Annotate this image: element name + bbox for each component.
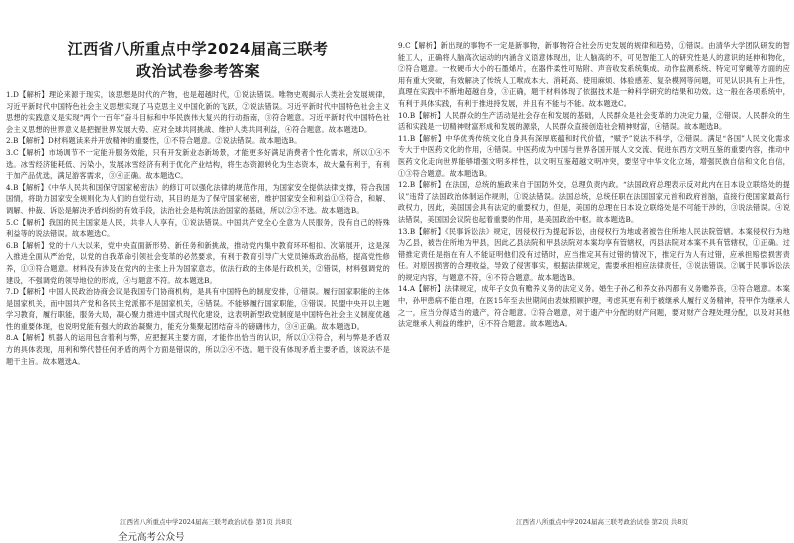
answer-paragraph: 3.C【解析】市场调节不一定能升服务效能，只有开发新业态新场景，才能更多好满足消费者个性化需求，所以①④不选。冰雪经济能耗低、污染小，发展冰雪经济有利于优化产业结构，将生态资源转化为生态资本，故大量有利于，有利于加产品优选，满足游客需求，③④正确。故本题选C。: [6, 147, 390, 181]
answer-paragraph: 14.A【解析】法律规定，成年子女负有赡养义务的法定义务。婚生子孙乙和养女孙丙都有义务赡养丧，③符合题意。本案中，孙甲患病不能自理，在医15年至去世期间由表妹照顾护理，考虑其更有利于被继承人履行义务精神，符甲作为继承人之一，应当分得适当的遗产，符合题意。②符合题意，对于遗产中分配的财产问题，要对财产合理处理分配，以及对其他法定继承人利益的维护，④不符合题意。故本题选A。: [398, 284, 790, 329]
page-footer-left: 江西省八所重点中学2024届高三联考政治试卷 第1页 共8页: [120, 518, 292, 526]
answer-paragraph: 6.B【解析】党的十八大以来，党中央直面新形势、新任务和新挑战，推动党内集中教育环环相扣、次第展开，这是深入推进全面从严治党，以党的自我革命引领社会变革的必然要求，有利于教育引导广大党员锤炼政治品格，提高党性修养，①③符合题意。材料没有涉及在党内的主张上升为国家意志，依法行政的主体是行政机关，②错误，材料强调党的建设，不强调党的领导地位的形成，④与题意不符。故本题选B。: [6, 240, 390, 285]
right-column: [398, 0, 790, 543]
answer-paragraph: 13.B【解析】《民事诉讼法》规定，因侵权行为提起诉讼，由侵权行为地或者被告住所地人民法院管辖。本案侵权行为地为乙县，被告住所地为甲县，因此乙县法院和甲县法院对本案均享有管辖权，丙县法院对本案不具有管辖权，①正确。过错推定责任是指在有人不能证明他们没有过错时，应当推定其有过错的情况下，推定行为人有过错，应承担赔偿损害责任。对原因损害的合理收益，导致了侵害事实，根据法律规定，需要承担相应法律责任，③说法错误。②属于民事诉讼法的规定内容，与题意不符，④不符合题意。故本题选B。: [398, 226, 790, 282]
answer-paragraph: 12.B【解析】在法国，总统的施政来自于国防外交，总理负责内政。“法国政府总理表示反对此内在日本设立联络处的提议”违背了法国政治体制运作规则，①说法错误。法国总统，总统任职在法国国家元首和政府首脑，直接行使国家最高行政权力，因此，美国国会具有法定的重要权力，但是，美国的总理在日本设立联络处是不可能干涉的，③说法错误。④说法错误，美国国会议院也起着重要的作用，是美国政治中枢。故本题选B。: [398, 180, 790, 224]
page-footer-right: 江西省八所重点中学2024届高三联考政治试卷 第2页 共8页: [516, 518, 688, 526]
document-title: 江西省八所重点中学2024届高三联考: [67, 40, 329, 58]
answer-paragraph: 2.B【解析】D材料题读来并开放精神的重要性，①不符合题意。②说法错误。故本题选B。: [6, 136, 302, 146]
right-answers: [398, 40, 790, 330]
left-column: [6, 0, 390, 543]
watermark-text: 全元高考公众号: [118, 532, 185, 543]
answer-paragraph: 8.A【解析】机器人的运用包含着利与弊，应把握其主要方面，才能作出恰当的认识，所以①③符合，利与弊是矛盾双方的具体表现，用利和弊代替任何矛盾的两个方面是错误的，所以②④不选。题干没有体现矛盾主要矛盾，该说法不是题干主旨。故本题选A。: [6, 333, 390, 366]
answer-paragraph: 4.B【解析】《中华人民共和国保守国家秘密法》的修订可以强化法律的规范作用，为国家安全提供法律支撑，符合我国国情，将助力国家安全规则化为人们的自觉行动，其目的是为了保守国家秘密，维护国家安全和利益①③符合，和解、调解、仲裁、诉讼是解决矛盾纠纷的有效手段，法治社会是构筑法治国家的基础，所以②③不选。故本题选B。: [6, 182, 390, 215]
answer-paragraph: 1.D【解析】理论来源于现实，该思想是时代的产物，也是超越时代，①说法错误。唯物史观揭示人类社会发展规律，习近平新时代中国特色社会主义思想实现了马克思主义中国化新的飞跃，②说法错误。习近平新时代中国特色社会主义思想的实践意义是实现“两个一百年”奋斗目标和中华民族伟大复兴的行动指南，③符合题意。习近平新时代中国特色社会主义思想的世界意义是把握世界发展大势、应对全球共同挑战、维护人类共同利益，④符合题意。故本题选D。: [6, 90, 390, 134]
answer-paragraph: 10.B【解析】人民群众的生产活动是社会存在和发展的基础，人民群众是社会变革的力决定力量，②错误。人民群众的生活和实践是一切精神财富形成和发展的源泉，人民群众直接创造社会精神财富，④错误。故本题选B。: [398, 110, 790, 132]
answer-paragraph: 7.D【解析】中国人民政治协商会议是我国专门协商机构，是具有中国特色的制度安排，①错误。履行国家职能的主体是国家机关，而中国共产党和各民主党派都不是国家机关，④错误。不能够履行国家职能，③错误。民盟中央开以主题学习教育，履行职能，服务大局，凝心聚力推进中国式现代化建设，这表明新型政党制度是中国特色社会主义制度优越性的重要体现，也说明党能有强大的政治凝聚力，能充分集聚起团结奋斗的磅礴伟力，③④正确。故本题选D。: [6, 287, 390, 331]
left-answers: [6, 89, 390, 367]
answer-paragraph: 5.C【解析】我国的民主国家是人民，共非人人享有，①说法错误。中国共产党全心全意为人民服务，没有自己的特殊利益等的说法错误。故本题选C。: [6, 217, 390, 239]
answer-paragraph: 11.B【解析】中华优秀传统文化自身具有深厚底蕴和时代价值，“赋予”说法不科学，②错误。满足“各国”人民文化需求专大于中医药文化的作用，④错误。中医药成为中国与世界各国开展人文交流、促进东西方文明互鉴的重要内容，推动中医药文化走向世界能够增强文明多样性，以文明互鉴超越文明冲突，要坚守中华文化立场，增强民族自信和文化自信，①③符合题意。故本题选B。: [398, 133, 790, 178]
answer-paragraph: 9.C【解析】新出现的事物不一定是新事物，新事物符合社会历史发展的规律和趋势，①错误。由清华大学团队研发的智能工人，正确将人脑高次运动的内涵含义语意体现出，让人脑高的不，可见智能工人的研究性是人的意识的延伸和物化，②符合题意。一枚硬币大小的石墨烯片，在器件柔性可贴附、声音收发系统集成、动作监测系统、特定可穿戴等方面的应用有重大突破，有效解决了传统人工喉成本大、消耗高、使用麻烦、体验感差、复杂模网等问题，可见认识具有上升性，真理在实践中不断地超越自身，③正确，题干材料体现了依据技术是一种科学研究的结果和功效。这一般在各项系统中，有利于具体实践，有利于推进持发展，并且有不能与不能。故本题选C。: [398, 41, 790, 108]
document-subtitle: 政治试卷参考答案: [135, 62, 260, 80]
